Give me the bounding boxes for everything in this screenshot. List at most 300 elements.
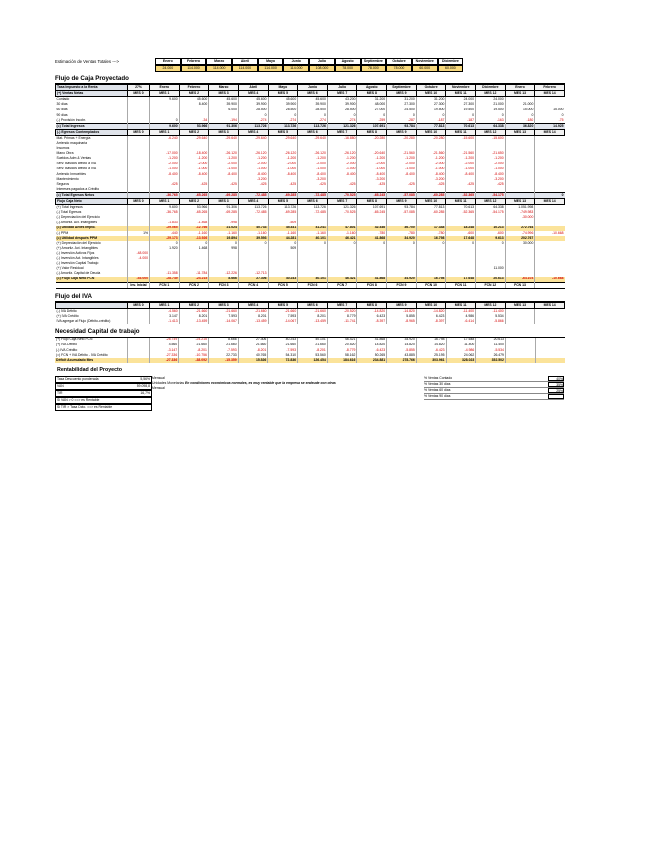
- cell[interactable]: 53.966: [179, 205, 209, 211]
- cell[interactable]: 16.798: [416, 236, 446, 241]
- cell[interactable]: -1.000: [357, 167, 387, 172]
- cell[interactable]: 17.348: [416, 226, 446, 231]
- cell[interactable]: -425: [416, 182, 446, 187]
- cell[interactable]: 0: [387, 113, 417, 118]
- cell[interactable]: MES 5: [268, 302, 298, 308]
- cell[interactable]: -1.200: [268, 156, 298, 161]
- cell[interactable]: 26.479: [476, 353, 506, 358]
- cell[interactable]: 47.801: [327, 226, 357, 231]
- cell[interactable]: -425: [387, 182, 417, 187]
- cell[interactable]: [535, 358, 565, 363]
- cell[interactable]: 40.101: [298, 277, 328, 283]
- cell[interactable]: -1.200: [150, 156, 180, 161]
- cell[interactable]: 27.306: [238, 338, 268, 343]
- cell[interactable]: 24.500: [387, 108, 417, 113]
- cell[interactable]: MES 0: [128, 129, 150, 135]
- cell[interactable]: 0: [298, 113, 328, 118]
- cell[interactable]: -57.085: [387, 193, 417, 199]
- cell[interactable]: FCN 2: [179, 282, 209, 288]
- cell[interactable]: -8.397: [357, 319, 387, 324]
- cell[interactable]: -14.820: [357, 309, 387, 315]
- cell[interactable]: -180: [505, 118, 535, 124]
- cell[interactable]: -1.200: [238, 156, 268, 161]
- cell[interactable]: MES 4: [238, 199, 268, 205]
- cell[interactable]: 4.560: [149, 343, 179, 348]
- cell[interactable]: 9.600: [150, 97, 180, 103]
- cell[interactable]: 64.338: [476, 123, 506, 129]
- cell[interactable]: -65.265: [179, 210, 209, 215]
- cell[interactable]: -274: [298, 118, 328, 124]
- cell[interactable]: MES 2: [179, 91, 209, 97]
- cell[interactable]: -26.120: [238, 151, 268, 156]
- cell[interactable]: 43.200: [327, 97, 357, 103]
- cell[interactable]: -287: [387, 118, 417, 124]
- cell[interactable]: 0: [535, 193, 565, 199]
- cell[interactable]: -3.200: [357, 177, 387, 182]
- cell[interactable]: 0: [387, 241, 417, 246]
- cell[interactable]: -425: [357, 182, 387, 187]
- cell[interactable]: MES 6: [298, 91, 328, 97]
- cell[interactable]: -8.965: [387, 319, 417, 324]
- cell[interactable]: MES 13: [505, 199, 535, 205]
- cell[interactable]: 8.201: [238, 314, 268, 319]
- cell[interactable]: -11.741: [327, 319, 357, 324]
- cell[interactable]: 45.441: [268, 226, 298, 231]
- cell[interactable]: -1.000: [387, 167, 417, 172]
- cell[interactable]: -425: [179, 182, 209, 187]
- cell[interactable]: 64.338: [476, 205, 506, 211]
- cell[interactable]: -780: [416, 231, 446, 236]
- cell[interactable]: 202.767: [505, 236, 535, 241]
- cell[interactable]: -3.200: [416, 177, 446, 182]
- cell[interactable]: 0: [327, 113, 357, 118]
- cell[interactable]: MES 6: [298, 129, 328, 135]
- cell[interactable]: -6.240: [150, 136, 180, 142]
- cell[interactable]: 8.400: [179, 102, 209, 107]
- sales-value-cell[interactable]: 108.000: [309, 65, 335, 72]
- cell[interactable]: -15.359: [208, 358, 238, 363]
- cell[interactable]: 1.051.998: [505, 205, 535, 211]
- cell[interactable]: -14.067: [209, 319, 239, 324]
- cell[interactable]: FCN 10: [416, 282, 446, 288]
- cell[interactable]: MES 1: [150, 129, 180, 135]
- cell[interactable]: -27.336: [149, 358, 179, 363]
- cell[interactable]: 0: [268, 113, 298, 118]
- cell[interactable]: MES 12: [476, 302, 506, 308]
- cell[interactable]: 11.400: [476, 343, 506, 348]
- cell[interactable]: MES 14: [535, 129, 565, 135]
- cell[interactable]: MES 13: [505, 302, 535, 308]
- cell[interactable]: [535, 282, 565, 288]
- cell[interactable]: 70.613: [446, 123, 476, 129]
- cell[interactable]: -21.660: [238, 309, 268, 315]
- cell[interactable]: FCN 1: [150, 282, 180, 288]
- cell[interactable]: 27.000: [357, 108, 387, 113]
- cell[interactable]: MES 5: [268, 199, 298, 205]
- van-value[interactable]: 59.098,8: [136, 384, 150, 389]
- cell[interactable]: -8.400: [238, 172, 268, 177]
- cell[interactable]: -72.485: [298, 210, 328, 215]
- cell[interactable]: 21.660: [238, 343, 268, 348]
- cell[interactable]: -8.400: [298, 172, 328, 177]
- cell[interactable]: -74.996: [505, 231, 535, 236]
- cell[interactable]: -425: [238, 182, 268, 187]
- cell[interactable]: 1.920: [150, 246, 180, 251]
- cell[interactable]: -20.280: [416, 136, 446, 142]
- cell[interactable]: 121.326: [327, 123, 357, 129]
- cell[interactable]: -64.104: [505, 277, 535, 283]
- cell[interactable]: 72.836: [268, 358, 298, 363]
- cell[interactable]: MES 12: [476, 91, 506, 97]
- cell[interactable]: -194: [209, 118, 239, 124]
- cell[interactable]: MES 7: [327, 199, 357, 205]
- cell[interactable]: MES 3: [209, 129, 239, 135]
- cell[interactable]: -6.423: [357, 348, 387, 353]
- cell[interactable]: MES 10: [416, 91, 446, 97]
- sales-value-cell[interactable]: 114.000: [181, 65, 207, 72]
- cell[interactable]: 25.195: [416, 353, 446, 358]
- cell[interactable]: 8.666: [209, 277, 239, 283]
- discount-rate-value[interactable]: 5,56%: [140, 377, 150, 382]
- cell[interactable]: 0: [238, 113, 268, 118]
- cell[interactable]: 6.423: [357, 314, 387, 319]
- cell[interactable]: 20.520: [327, 343, 357, 348]
- cell[interactable]: MES 14: [535, 302, 565, 308]
- cell[interactable]: MES 9: [387, 199, 417, 205]
- cell[interactable]: 45.600: [238, 97, 268, 103]
- cell[interactable]: [127, 358, 149, 363]
- cell[interactable]: 48.000: [357, 102, 387, 107]
- cell[interactable]: -12.766: [179, 226, 209, 231]
- cell[interactable]: 113.726: [238, 123, 268, 129]
- cell[interactable]: 40.243: [268, 277, 298, 283]
- cell[interactable]: -274: [238, 118, 268, 124]
- cell[interactable]: 46.421: [327, 277, 357, 283]
- cell[interactable]: MES 5: [268, 91, 298, 97]
- cell[interactable]: 39.900: [298, 102, 328, 107]
- cell[interactable]: 21.024: [209, 226, 239, 231]
- cell[interactable]: -11.784: [179, 271, 209, 276]
- cell[interactable]: -1.200: [416, 156, 446, 161]
- cell[interactable]: -8.400: [446, 172, 476, 177]
- cell[interactable]: FCN 13: [505, 282, 535, 288]
- cell[interactable]: -8.400: [416, 172, 446, 177]
- cell[interactable]: -8.400: [387, 172, 417, 177]
- cell[interactable]: MES 11: [446, 91, 476, 97]
- cell[interactable]: 34.920: [387, 277, 417, 283]
- cell[interactable]: 0: [476, 241, 506, 246]
- cell[interactable]: 91.306: [209, 205, 239, 211]
- cell[interactable]: -3.200: [476, 177, 506, 182]
- cell[interactable]: 41.868: [357, 338, 387, 343]
- cell[interactable]: -15.600: [476, 136, 506, 142]
- cell[interactable]: 39.900: [209, 102, 239, 107]
- cell[interactable]: 113.726: [268, 123, 298, 129]
- cell[interactable]: -425: [446, 182, 476, 187]
- cell[interactable]: 0: [209, 241, 239, 246]
- cell[interactable]: -14.067: [268, 319, 298, 324]
- cell[interactable]: -2.000: [446, 162, 476, 167]
- cell[interactable]: 91.306: [209, 123, 239, 129]
- cell[interactable]: -8.400: [357, 172, 387, 177]
- cell[interactable]: 27.300: [446, 102, 476, 107]
- cell[interactable]: -6.423: [416, 348, 446, 353]
- cell[interactable]: -2.000: [238, 162, 268, 167]
- cell[interactable]: -72.485: [238, 210, 268, 215]
- cell[interactable]: 6.423: [416, 314, 446, 319]
- cell[interactable]: -20.640: [357, 151, 387, 156]
- cell[interactable]: -38.092: [179, 358, 209, 363]
- cell[interactable]: 31.200: [416, 97, 446, 103]
- cell[interactable]: -1.000: [268, 167, 298, 172]
- cell[interactable]: -17.000: [150, 151, 180, 156]
- cell[interactable]: -70.525: [327, 210, 357, 215]
- cell[interactable]: MES 7: [327, 129, 357, 135]
- cell[interactable]: 272.764: [505, 226, 535, 231]
- cell[interactable]: 107.691: [357, 205, 387, 211]
- cell[interactable]: -26.120: [268, 151, 298, 156]
- cell[interactable]: MES 1: [150, 91, 180, 97]
- cell[interactable]: 46.421: [327, 338, 357, 343]
- cell[interactable]: 234.881: [357, 358, 387, 363]
- cell[interactable]: -2.000: [387, 162, 417, 167]
- cell[interactable]: 20.613: [476, 338, 506, 343]
- cell[interactable]: FCN 5: [268, 282, 298, 288]
- cell[interactable]: 19.500: [476, 108, 506, 113]
- cell[interactable]: -3.200: [238, 177, 268, 182]
- cell[interactable]: MES 13: [505, 91, 535, 97]
- cell[interactable]: 7.593: [268, 314, 298, 319]
- cell[interactable]: 0: [150, 118, 180, 124]
- cell[interactable]: -1.468: [179, 221, 209, 226]
- cell[interactable]: -5.866: [476, 319, 506, 324]
- cell[interactable]: -10.756: [179, 353, 209, 358]
- cell[interactable]: 16.798: [416, 338, 446, 343]
- cell[interactable]: -274: [327, 118, 357, 124]
- cell[interactable]: -509: [268, 221, 298, 226]
- cell[interactable]: -4.000: [128, 256, 150, 261]
- cell[interactable]: -36.765: [150, 193, 180, 199]
- cell[interactable]: -65.245: [357, 210, 387, 215]
- cell[interactable]: 40.101: [298, 236, 328, 241]
- cell[interactable]: 0: [357, 113, 387, 118]
- cell[interactable]: 5.855: [387, 314, 417, 319]
- cell[interactable]: 24.000: [446, 97, 476, 103]
- cell[interactable]: 0: [150, 241, 180, 246]
- cell[interactable]: 39.900: [268, 102, 298, 107]
- sales-value-cell[interactable]: 24.000: [155, 65, 181, 72]
- cell[interactable]: 8.779: [327, 314, 357, 319]
- cell[interactable]: -1.160: [179, 231, 209, 236]
- cell[interactable]: FCN 11: [446, 282, 476, 288]
- cell[interactable]: 0: [505, 113, 535, 118]
- cell[interactable]: -69.285: [268, 193, 298, 199]
- cell[interactable]: -26.120: [209, 151, 239, 156]
- cell[interactable]: -4.986: [446, 348, 476, 353]
- cell[interactable]: 53.966: [179, 123, 209, 129]
- cell[interactable]: 45.600: [268, 97, 298, 103]
- cell[interactable]: 43.885: [387, 353, 417, 358]
- cell[interactable]: -29.640: [268, 136, 298, 142]
- cell[interactable]: -18.400: [179, 151, 209, 156]
- cell[interactable]: FCN 12: [476, 282, 506, 288]
- cell[interactable]: MES 9: [387, 129, 417, 135]
- cell[interactable]: 39.593: [238, 236, 268, 241]
- cell[interactable]: 46.421: [327, 236, 357, 241]
- cell[interactable]: MES 11: [446, 302, 476, 308]
- cell[interactable]: 36.700: [387, 226, 417, 231]
- cell[interactable]: 21.000: [505, 102, 535, 107]
- cell[interactable]: -29.640: [179, 136, 209, 142]
- cell[interactable]: 1%: [128, 231, 150, 236]
- cell[interactable]: 0: [238, 241, 268, 246]
- cell[interactable]: 113.726: [298, 123, 328, 129]
- cell[interactable]: -1.160: [268, 231, 298, 236]
- cell[interactable]: 36.820: [505, 123, 535, 129]
- cell[interactable]: -8.201: [238, 348, 268, 353]
- cell[interactable]: -1.000: [150, 167, 180, 172]
- cell[interactable]: 3.147: [150, 314, 180, 319]
- cell[interactable]: MES 6: [298, 302, 328, 308]
- cell[interactable]: -69.285: [209, 193, 239, 199]
- cell[interactable]: -1.000: [179, 167, 209, 172]
- cell[interactable]: 39.900: [238, 102, 268, 107]
- cell[interactable]: -1.160: [327, 231, 357, 236]
- cell[interactable]: MES 4: [238, 302, 268, 308]
- cell[interactable]: MES 5: [268, 129, 298, 135]
- cell[interactable]: 15.526: [238, 358, 268, 363]
- cell[interactable]: 0: [416, 113, 446, 118]
- cell[interactable]: 24.000: [476, 97, 506, 103]
- cell[interactable]: 113.726: [268, 205, 298, 211]
- cell[interactable]: 31.200: [357, 97, 387, 103]
- cell[interactable]: -600: [446, 231, 476, 236]
- cell[interactable]: 113.726: [298, 205, 328, 211]
- cell[interactable]: 509: [268, 246, 298, 251]
- cell[interactable]: 50.265: [357, 353, 387, 358]
- cell[interactable]: -8.400: [179, 172, 209, 177]
- cell[interactable]: 28.500: [298, 108, 328, 113]
- cell[interactable]: -21.650: [476, 151, 506, 156]
- cell[interactable]: 9.600: [150, 123, 180, 129]
- cell[interactable]: -8.201: [179, 348, 209, 353]
- cell[interactable]: 45.600: [209, 97, 239, 103]
- cell[interactable]: -20.280: [387, 136, 417, 142]
- cell[interactable]: -54.175: [476, 210, 506, 215]
- cell[interactable]: 21.660: [268, 343, 298, 348]
- cell[interactable]: 40.243: [268, 338, 298, 343]
- cell[interactable]: 53.560: [298, 353, 328, 358]
- cell[interactable]: 14.820: [416, 343, 446, 348]
- cell[interactable]: -54.175: [476, 193, 506, 199]
- cell[interactable]: MES 14: [535, 91, 565, 97]
- cell[interactable]: -1.200: [298, 156, 328, 161]
- cell[interactable]: -1.000: [298, 167, 328, 172]
- cell[interactable]: 34.920: [387, 236, 417, 241]
- cell[interactable]: -20.520: [327, 309, 357, 315]
- cell[interactable]: -8.400: [327, 172, 357, 177]
- cell[interactable]: -34: [179, 118, 209, 124]
- cell[interactable]: 15.000: [535, 108, 565, 113]
- cell[interactable]: -600: [476, 231, 506, 236]
- cell[interactable]: -8.400: [209, 172, 239, 177]
- cell[interactable]: -27.336: [149, 353, 179, 358]
- cell[interactable]: -30.000: [505, 215, 535, 220]
- cell[interactable]: -2.000: [179, 162, 209, 167]
- cell[interactable]: 19.500: [446, 108, 476, 113]
- cell[interactable]: -72.485: [298, 193, 328, 199]
- cell[interactable]: 19.894: [209, 236, 239, 241]
- cell[interactable]: -57.085: [387, 210, 417, 215]
- cell[interactable]: 27.300: [416, 102, 446, 107]
- cell[interactable]: -259: [357, 118, 387, 124]
- sales-value-cell[interactable]: 60.000: [412, 65, 438, 72]
- cell[interactable]: -1.200: [357, 156, 387, 161]
- cell[interactable]: -998: [209, 221, 239, 226]
- cell[interactable]: -425: [268, 182, 298, 187]
- cell[interactable]: MES 8: [357, 302, 387, 308]
- cell[interactable]: MES 7: [327, 302, 357, 308]
- cell[interactable]: 113.726: [238, 205, 268, 211]
- cell[interactable]: 28.500: [327, 108, 357, 113]
- sales-value-cell[interactable]: 114.000: [206, 65, 232, 72]
- cell[interactable]: MES 6: [298, 199, 328, 205]
- cell[interactable]: MES 2: [179, 129, 209, 135]
- cell[interactable]: 11.000: [476, 266, 506, 271]
- cell[interactable]: 58.162: [327, 353, 357, 358]
- sales-value-cell[interactable]: 78.000: [386, 65, 412, 72]
- cell[interactable]: -3.147: [149, 348, 179, 353]
- cell[interactable]: -10.668: [535, 231, 565, 236]
- cell[interactable]: -53.000: [128, 277, 150, 283]
- cell[interactable]: -1.200: [209, 156, 239, 161]
- cell[interactable]: 17.648: [446, 236, 476, 241]
- cell[interactable]: MES 3: [209, 91, 239, 97]
- cell[interactable]: -8.201: [298, 348, 328, 353]
- cell[interactable]: [128, 319, 150, 324]
- cell[interactable]: -187: [446, 118, 476, 124]
- cell[interactable]: -28.749: [149, 338, 179, 343]
- cell[interactable]: 11.400: [446, 343, 476, 348]
- cell[interactable]: 352.502: [476, 358, 506, 363]
- cell[interactable]: 21.660: [179, 343, 209, 348]
- cell[interactable]: 40.733: [238, 226, 268, 231]
- cell[interactable]: -28.749: [150, 277, 180, 283]
- cell[interactable]: -72.485: [238, 193, 268, 199]
- cell[interactable]: -780: [357, 231, 387, 236]
- cell[interactable]: 0: [327, 241, 357, 246]
- cell[interactable]: -5.534: [476, 348, 506, 353]
- cell[interactable]: -1.000: [327, 167, 357, 172]
- cell[interactable]: -29.065: [150, 226, 180, 231]
- cell[interactable]: -13.926: [179, 236, 209, 241]
- cell[interactable]: -15.600: [446, 136, 476, 142]
- cell[interactable]: 107.691: [357, 123, 387, 129]
- cell[interactable]: -16.880: [327, 136, 357, 142]
- cell[interactable]: 121.326: [327, 205, 357, 211]
- cell[interactable]: 16.798: [416, 277, 446, 283]
- tir-value[interactable]: 16,7%: [140, 391, 150, 396]
- cell[interactable]: -29.173: [150, 236, 180, 241]
- cell[interactable]: 4.986: [446, 314, 476, 319]
- cell[interactable]: -52.365: [446, 193, 476, 199]
- cell[interactable]: -1.000: [416, 167, 446, 172]
- cell[interactable]: MES 4: [238, 91, 268, 97]
- cell[interactable]: -60.285: [416, 210, 446, 215]
- cell[interactable]: -4.560: [150, 309, 180, 315]
- cell[interactable]: -29.640: [209, 136, 239, 142]
- cell[interactable]: -24.215: [179, 277, 209, 283]
